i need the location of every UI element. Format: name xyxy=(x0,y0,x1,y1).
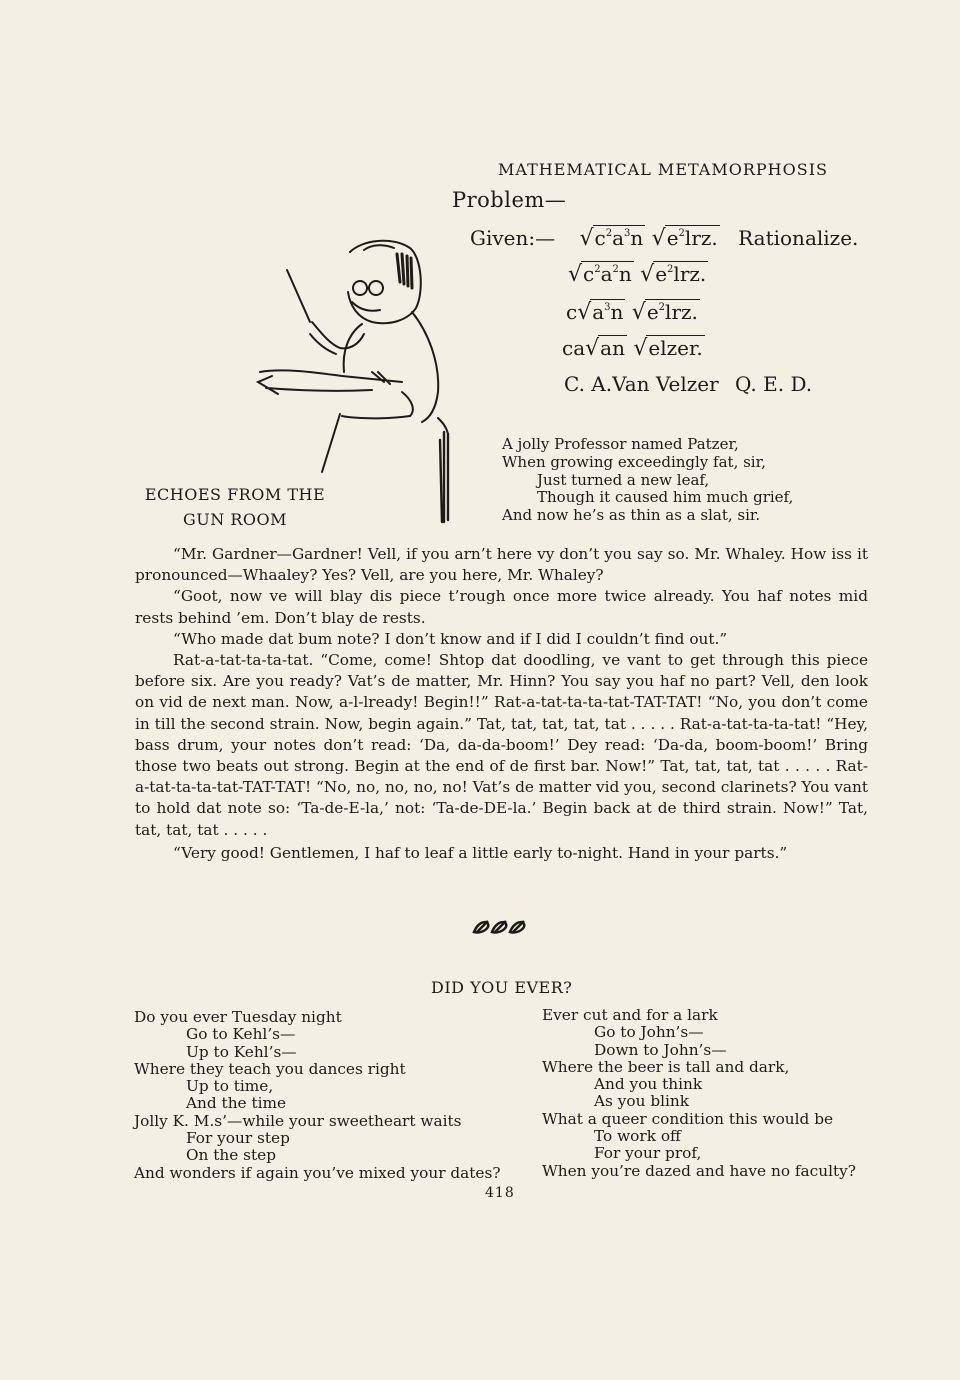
math-line-3: $c√a^3n$ $√e^2lrz$. xyxy=(566,300,698,325)
article-title: MATHEMATICAL METAMORPHOSIS xyxy=(498,160,828,179)
poem-line: On the step xyxy=(186,1146,277,1165)
math-line-5 xyxy=(564,372,812,396)
poem-line: Go to Kehl’s— xyxy=(186,1025,296,1044)
poem-line: What a queer condition this would be xyxy=(542,1109,834,1128)
poem-line: Where they teach you dances right xyxy=(134,1059,406,1078)
limerick-line: A jolly Professor named Patzer, xyxy=(502,435,739,453)
poem-left-column xyxy=(134,1009,501,1182)
limerick xyxy=(502,436,793,525)
math-line-4: ca√an √elzer. xyxy=(562,336,703,361)
prose-paragraph: “Mr. Gardner—Gardner! Vell, if you arn’t here vy don’t you say so. Mr. Whaley. How iss it pronounced—Whaaley? Yes? Vell, are you here, Mr. Whaley? xyxy=(135,545,868,585)
math-line-given: Given:— $√c^2a^3n$ $√e^2lrz$. Rationalize. xyxy=(470,226,859,251)
poem-line: Jolly K. M.s’—while your sweetheart waits xyxy=(134,1111,462,1130)
poem-line: And the time xyxy=(186,1094,287,1113)
poem-title: DID YOU EVER? xyxy=(431,978,573,997)
prose-paragraph: “Goot, now ve will blay dis piece t’rough once more twice already. You haf notes mid rests behind ’em. Don’t blay de rests. xyxy=(135,587,868,627)
caption-line-1: ECHOES FROM THE xyxy=(144,485,326,504)
poem-line: For your step xyxy=(186,1129,290,1148)
page-number: 418 xyxy=(485,1185,515,1201)
limerick-line: Though it caused him much grief, xyxy=(537,488,794,507)
poem-right-column xyxy=(542,1007,856,1180)
poem-line: Ever cut and for a lark xyxy=(542,1006,718,1024)
prose-body xyxy=(135,544,868,864)
poem-line: Up to Kehl’s— xyxy=(186,1042,297,1061)
poem-line: Where the beer is tall and dark, xyxy=(542,1057,790,1076)
math-line-2: $√c^2a^2n$ $√e^2lrz$. xyxy=(568,262,707,287)
poem-line: When you’re dazed and have no faculty? xyxy=(542,1161,856,1180)
limerick-line: When growing exceedingly fat, sir, xyxy=(502,452,766,471)
poem-line: As you blink xyxy=(594,1092,690,1111)
poem-line: For your prof, xyxy=(594,1144,702,1163)
prose-paragraph: Rat-a-tat-ta-ta-tat. “Come, come! Shtop dat doodling, ve vant to get through this piece before six. Are you ready? Vat’s de matter, Mr. Hinn? You say you haf no part? Vell, den look on vid de next man. Now, a-l-lready! Begin!!” Rat-a-tat-ta-ta-tat-TAT-TAT! “No, you don’t come in till the second strain. Now, begin again.” Tat, tat, tat, tat, tat . . . . . Rat-a-tat-ta-ta-tat! “Hey, bass drum, your notes don’t read: ‘Da, da-da-boom!’ Dey read: ‘Da-da, boom-boom!’ Bring those two beats out strong. Begin at the end of de first bar. Now!” Tat, tat, tat, tat . . . . . Rat-a-tat-ta-ta-tat-TAT-TAT! “No, no, no, no, no! Vat’s de matter vid you, second clarinets? You vant to hold dat note so: ‘Ta-de-E-la,’ not: ‘Ta-de-DE-la.’ Begin back at de third strain. Now!” Tat, tat, tat, tat . . . . . xyxy=(135,651,868,839)
poem-line: Go to John’s— xyxy=(594,1023,704,1042)
poem-line: Do you ever Tuesday night xyxy=(134,1008,342,1026)
illustration-caption xyxy=(130,482,340,532)
prose-paragraph: “Who made dat bum note? I don’t know and if I did I couldn’t find out.” xyxy=(173,629,728,648)
poem-line: Down to John’s— xyxy=(594,1040,727,1059)
problem-heading: Problem— xyxy=(452,188,567,212)
signature: C. A.Van Velzer xyxy=(564,372,719,396)
section-ornament xyxy=(472,918,528,936)
poem-line: And wonders if again you’ve mixed your dates? xyxy=(134,1163,501,1182)
qed: Q. E. D. xyxy=(735,372,813,396)
prose-paragraph: “Very good! Gentlemen, I haf to leaf a little early to-night. Hand in your parts.” xyxy=(173,843,788,862)
limerick-line: Just turned a new leaf, xyxy=(537,470,710,489)
poem-line: Up to time, xyxy=(186,1077,274,1096)
rationalize-label: Rationalize. xyxy=(738,226,859,250)
caption-line-2: GUN ROOM xyxy=(182,510,287,529)
given-label: Given:— xyxy=(470,226,556,250)
limerick-line: And now he’s as thin as a slat, sir. xyxy=(502,506,761,525)
poem-line: To work off xyxy=(594,1127,681,1146)
poem-line: And you think xyxy=(594,1075,703,1094)
